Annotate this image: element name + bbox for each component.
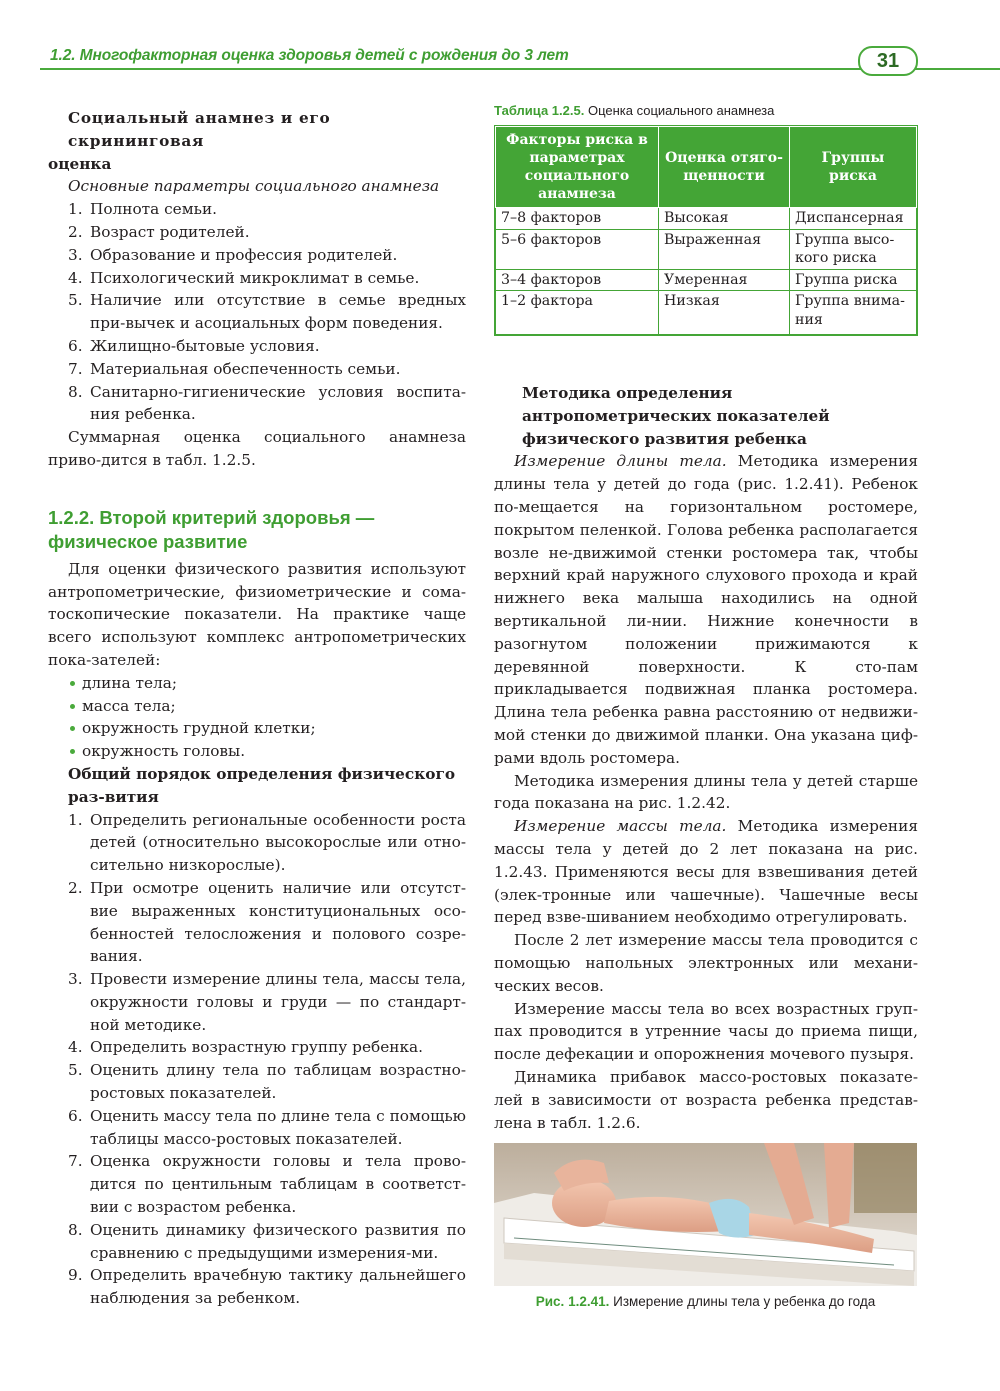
table-row [496,269,917,291]
table-cell: 7–8 факторов [496,208,659,230]
list-item: 8. Санитарно-гигиенические условия воспита-ния ребенка. [68,382,466,424]
after-two-paragraph: После 2 лет измерение массы тела проводится с помощью напольных электронных или механи-ческих весов. [494,931,918,995]
params-list [48,198,466,426]
list-item: длина тела; [48,672,466,695]
list-item: 7. Оценка окружности головы и тела прово-дится по центильным таблицам в соответст-вии с возрастом ребенка. [68,1152,466,1217]
list-item: 7. Материальная обеспеченность семьи. [68,359,401,378]
list-item: 3. Образование и профессия родителей. [68,245,398,264]
table-caption-label: Таблица 1.2.5. [494,103,585,118]
older-length-paragraph: Методика измерения длины тела у детей старше года показана на рис. 1.2.42. [494,771,918,813]
bullet-icon [70,704,75,709]
figure-caption-text: Измерение длины тела у ребенка до года [613,1294,876,1309]
social-title-line2: оценка [48,154,112,173]
list-item: 9. Определить врачебную тактику дальнейшего наблюдения за ребенком. [68,1266,466,1308]
photo-illustration [494,1143,917,1286]
table-cell: Выраженная [659,229,790,269]
table-caption-text: Оценка социального анамнеза [587,103,775,118]
header-rule [40,68,1000,70]
list-item: 4. Психологический микроклимат в семье. [68,268,420,287]
social-title-line1: Социальный анамнез и его скрининговая [68,109,331,150]
left-column [48,107,466,1310]
list-item: 1. Определить региональные особенности роста детей (относительно высокорослые или отно-сительно низкорослые). [68,810,466,875]
figure-caption [494,1294,917,1309]
table-caption [494,103,774,118]
social-anamnesis-table [495,126,917,335]
right-column [494,382,918,1134]
table-cell: 1–2 фактора [496,291,659,335]
table-cell: Группа риска [790,269,917,291]
list-item: 6. Оценить массу тела по длине тела с помощью таблицы массо-ростовых показателей. [68,1106,466,1148]
table-cell: Умеренная [659,269,790,291]
list-item: 2. Возраст родителей. [68,222,250,241]
list-item: 4. Определить возрастную группу ребенка. [68,1038,424,1057]
list-item: 3. Провести измерение длины тела, массы тела, окружности головы и груди — по стандарт-ной методике. [68,970,466,1034]
list-item: 5. Наличие или отсутствие в семье вредных при-вычек и асоциальных форм поведения. [68,291,466,333]
table-header-cell: Оценка отяго-щенности [659,127,790,208]
length-text: Методика измерения длины тела у детей до года (рис. 1.2.41). Ребенок по-мещается на горизонтальном ростомере, покрытом пеленкой. Голова ребенка располагается возле не-движимой стенки ростомера так, чтобы верхний край наружного слухового прохода и край нижнего века малыша находились на одной вертикальной ли-нии. Нижние конечности в разогнутом положении прижимаются к деревянной поверхности. К сто-пам прикладывается подвижная планка ростомера. Длина тела ребенка равна расстоянию от недвижи-мой стенки до движимой планки. Она указана циф-рами вдоль ростомера. [494,452,918,767]
length-lead: Измерение длины тела. [514,452,727,471]
summary-paragraph: Суммарная оценка социального анамнеза приво-дится в табл. 1.2.5. [48,428,466,469]
table-cell: Высокая [659,208,790,230]
length-paragraph [494,450,918,769]
list-item: 8. Оценить динамику физического развития по сравнению с предыдущими измерения-ми. [68,1220,466,1262]
page-number: 31 [858,46,918,76]
list-item: масса тела; [48,695,466,718]
figure-caption-label: Рис. 1.2.41. [535,1294,610,1309]
method-title: Методика определения антропометрических показателей физического развития ребенка [522,384,830,448]
table-cell: Группа высо-кого риска [790,229,917,269]
social-anamnesis-title [68,107,466,153]
indicators-list [48,672,466,763]
table-header-cell: Группы риска [790,127,917,208]
intro-paragraph: Для оценки физического развития используют антропометрические, физиометрические и сома-тоскопические показатели. На практике чаще всего используют комплекс антропометрических пока-зателей: [48,559,466,669]
section-title [48,506,466,554]
list-item: 2. При осмотре оценить наличие или отсутст-вие выраженных конституциональных осо-бенностей телосложения и полового созре-вания. [68,878,466,966]
list-item: 5. Оценить длину тела по таблицам возрастно-ростовых показателей. [68,1061,466,1103]
table-row [496,208,917,230]
order-title: Общий порядок определения физического раз-вития [68,764,456,806]
bullet-icon [70,726,75,731]
table-cell: 3–4 факторов [496,269,659,291]
morning-paragraph: Измерение массы тела во всех возрастных груп-пах проводится в утренние часы до приема пищи, после дефекации и опорожнения мочевого пузыря. [494,999,918,1064]
table-row [496,291,917,335]
weight-paragraph [494,815,918,929]
table-cell: Группа внима-ния [790,291,917,335]
steps-list [48,809,466,1311]
bullet-icon [70,681,75,686]
bullet-icon [70,749,75,754]
table-row [496,229,917,269]
section-title-line1: 1.2.2. Второй критерий здоровья — [48,506,375,528]
table-header-row [496,127,917,208]
table-cell: Низкая [659,291,790,335]
section-title-line2: физическое развитие [48,530,248,552]
table-header-cell: Факторы риска в параметрах социального анамнеза [496,127,659,208]
list-item: окружность головы. [48,740,466,763]
infant-measurement-photo [494,1143,917,1286]
dynamics-paragraph: Динамика прибавок массо-ростовых показате-лей в зависимости от возраста ребенка представ-лена в табл. 1.2.6. [494,1067,918,1132]
list-item: 1. Полнота семьи. [68,200,218,219]
params-subtitle: Основные параметры социального анамнеза [68,177,440,196]
table-cell: Диспансерная [790,208,917,230]
weight-text: Методика измерения массы тела у детей до 2 лет показана на рис. 1.2.43. Применяются весы для взвешивания детей (элек-тронные или чашечные). Чашечные весы перед взве-шиванием необходимо отрегулировать. [494,817,918,927]
list-item: окружность грудной клетки; [48,717,466,740]
list-item: 6. Жилищно-бытовые условия. [68,336,320,355]
weight-lead: Измерение массы тела. [514,817,727,836]
running-title: 1.2. Многофакторная оценка здоровья детей с рождения до 3 лет [50,47,569,64]
table-cell: 5–6 факторов [496,229,659,269]
